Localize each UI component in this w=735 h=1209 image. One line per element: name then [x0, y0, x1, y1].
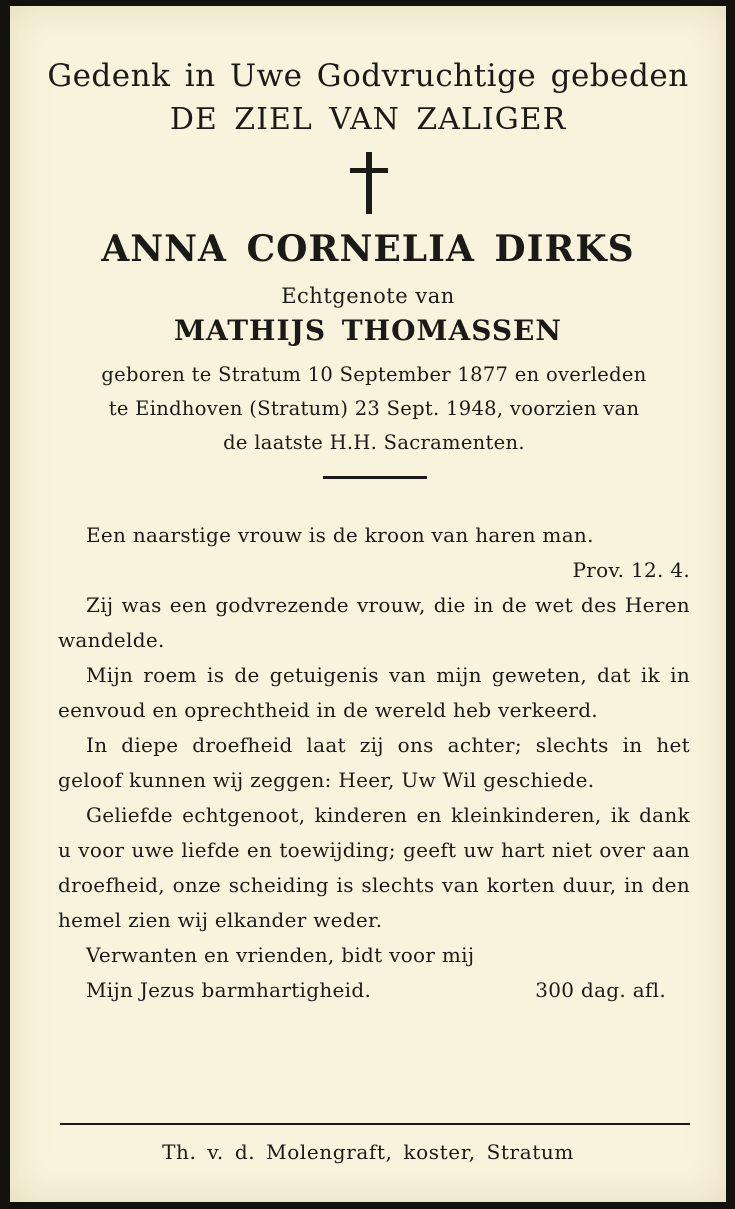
- paragraph: Mijn roem is de getuigenis van mijn geweten, dat ik in eenvoud en oprechtheid in de wereld heb verkeerd.: [58, 663, 690, 722]
- paragraph: In diepe droefheid laat zij ons achter; slechts in het geloof kunnen wij zeggen: Heer, Uw Wil geschiede.: [58, 733, 690, 792]
- cross-icon: [350, 152, 388, 214]
- closing-row: [58, 973, 690, 1008]
- indulgence: 300 dag. afl.: [535, 978, 666, 1002]
- verse-text: Een naarstige vrouw is de kroon van haren man.: [86, 523, 594, 547]
- spouse-name: MATHIJS THOMASSEN: [174, 314, 562, 347]
- paragraph: Geliefde echtgenoot, kinderen en kleinkinderen, ik dank u voor uwe liefde en toewijding; geeft uw hart niet over aan droefheid, onze scheiding is slechts van korten duur, in den hemel zien wij elkander weder.: [58, 803, 690, 932]
- divider-long: [60, 1123, 690, 1125]
- biography: [58, 358, 690, 460]
- memorial-text: [58, 518, 690, 1008]
- verse-reference: Prov. 12. 4.: [572, 558, 690, 582]
- closing-line-2: Mijn Jezus barmhartigheid.: [86, 978, 372, 1002]
- paragraph: Zij was een godvrezende vrouw, die in de wet des Heren wandelde.: [58, 593, 690, 652]
- spouse-label: Echtgenote van: [281, 284, 455, 308]
- bio-line: geboren te Stratum 10 September 1877 en overleden: [101, 363, 647, 386]
- memorial-card: [10, 6, 726, 1202]
- closing-line-1: Verwanten en vrienden, bidt voor mij: [86, 943, 475, 967]
- printer-credit: Th. v. d. Molengraft, koster, Stratum: [162, 1140, 574, 1164]
- divider-short: [323, 476, 427, 479]
- header-line-1: Gedenk in Uwe Godvruchtige gebeden: [47, 58, 689, 94]
- deceased-name: ANNA CORNELIA DIRKS: [101, 228, 635, 270]
- bio-line: de laatste H.H. Sacramenten.: [223, 431, 525, 454]
- header-line-2: DE ZIEL VAN ZALIGER: [169, 102, 567, 137]
- bio-line: te Eindhoven (Stratum) 23 Sept. 1948, voorzien van: [108, 397, 640, 420]
